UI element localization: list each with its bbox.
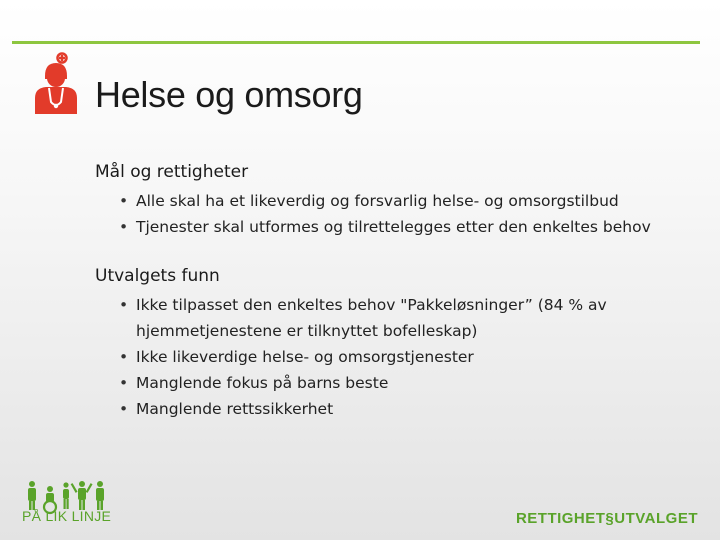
bullet-item: • Ikke tilpasset den enkeltes behov "Pakkeløsninger” (84 % av hjemmetjenestene er tilknyttet bofelleskap) — [119, 292, 705, 344]
slide-content — [95, 162, 705, 422]
section-goals — [95, 162, 705, 240]
bullet-item: • Manglende fokus på barns beste — [119, 370, 705, 396]
top-accent-line — [12, 41, 700, 44]
goals-bullet-list — [95, 188, 705, 240]
bullet-item: • Manglende rettssikkerhet — [119, 396, 705, 422]
rettighetsutvalget-brand: RETTIGHET§UTVALGET — [515, 510, 698, 527]
slide-title: Helse og omsorg — [95, 74, 363, 115]
section-findings — [95, 266, 705, 422]
health-worker-icon — [30, 52, 82, 114]
pa-lik-linje-logo-text: PÅ LIK LINJE — [22, 508, 112, 524]
section-heading-findings: Utvalgets funn — [95, 266, 220, 286]
bullet-item: • Ikke likeverdige helse- og omsorgstjenester — [119, 344, 705, 370]
bullet-item: • Tjenester skal utformes og tilrettelegges etter den enkeltes behov — [119, 214, 705, 240]
section-heading-goals: Mål og rettigheter — [95, 162, 249, 182]
findings-bullet-list — [95, 292, 705, 422]
bullet-item: • Alle skal ha et likeverdig og forsvarlig helse- og omsorgstilbud — [119, 188, 705, 214]
